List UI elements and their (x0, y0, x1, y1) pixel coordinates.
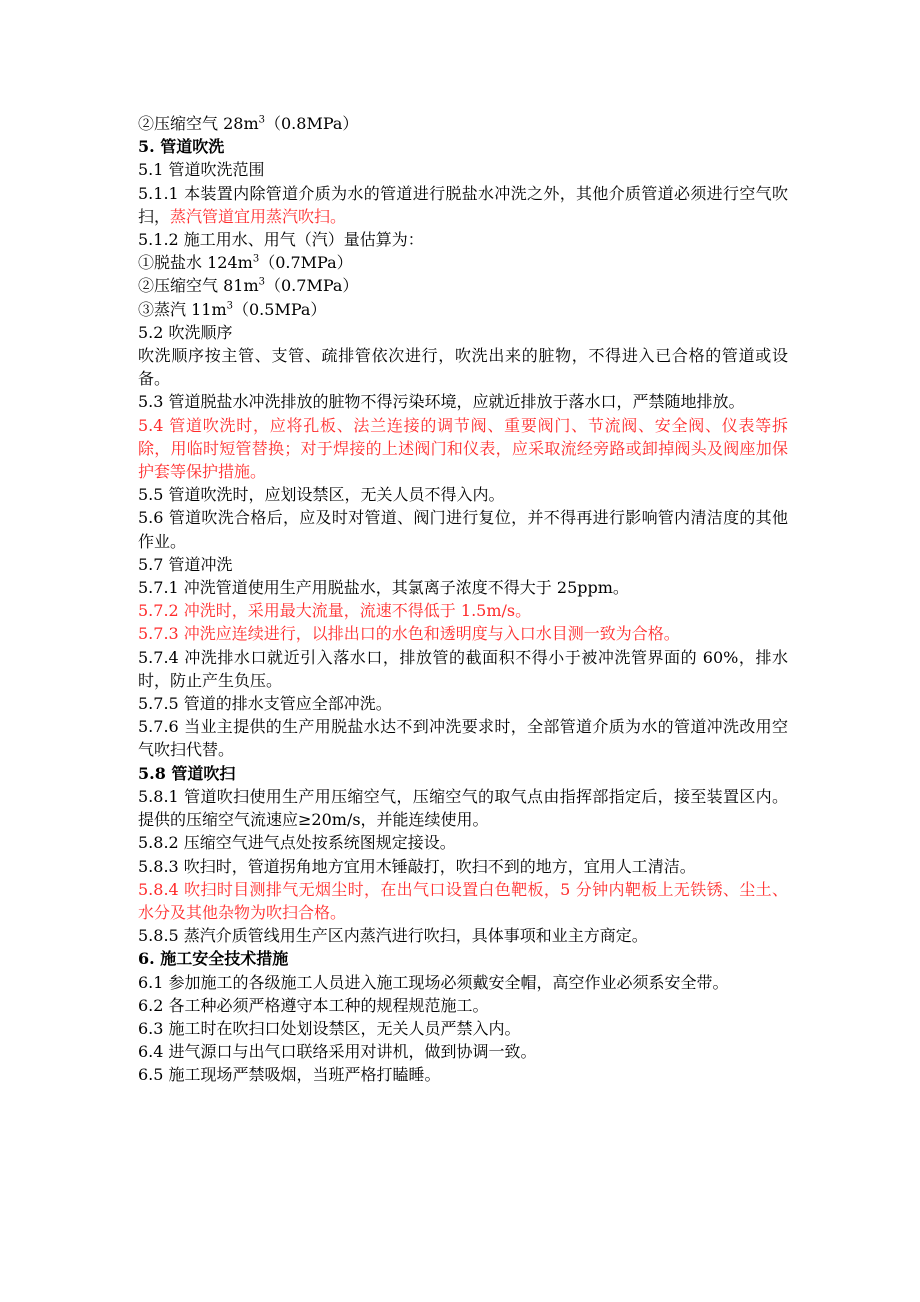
text-run: 5.8.1 管道吹扫使用生产用压缩空气，压缩空气的取气点由指挥部指定后，接至装置区内。提供的压缩空气流速应≥20m/s，并能连续使用。 (138, 786, 788, 830)
paragraph-line (138, 1063, 788, 1086)
paragraph-line (138, 344, 788, 390)
paragraph-line (138, 298, 788, 321)
paragraph-line (138, 251, 788, 274)
section-heading (138, 135, 788, 158)
text-run: 5.7.6 当业主提供的生产用脱盐水达不到冲洗要求时，全部管道介质为水的管道冲洗改用空气吹扫代替。 (138, 717, 788, 760)
paragraph-line (138, 855, 788, 878)
paragraph-line (138, 112, 788, 135)
text-run: 6.2 各工种必须严格遵守本工种的规程规范施工。 (138, 995, 489, 1015)
text-run: （0.8MPa） (265, 114, 359, 133)
text-run: （0.7MPa） (259, 253, 353, 273)
paragraph-line (138, 182, 788, 228)
text-run: 5.7.5 管道的排水支管应全部冲洗。 (138, 694, 392, 714)
text-run: 吹洗顺序按主管、支管、疏排管依次进行，吹洗出来的脏物，不得进入已合格的管道或设备。 (138, 346, 788, 389)
text-run: 5.7.1 冲洗管道使用生产用脱盐水，其氯离子浓度不得大于 25ppm。 (138, 578, 629, 598)
section-heading (138, 947, 788, 970)
highlighted-text: 5.7.2 冲洗时，采用最大流量，流速不得低于 1.5m/s。 (138, 601, 532, 621)
text-run: 6.1 参加施工的各级施工人员进入施工现场必须戴安全帽，高空作业必须系安全带。 (138, 972, 729, 992)
text-run: ②压缩空气 81m (138, 276, 259, 296)
paragraph-line (138, 994, 788, 1017)
paragraph-line (138, 1040, 788, 1063)
text-run: 5.6 管道吹洗合格后，应及时对管道、阀门进行复位，并不得再进行影响管内清洁度的其他作业。 (138, 508, 788, 551)
superscript: 3 (258, 114, 265, 126)
paragraph-line (138, 553, 788, 576)
paragraph-line (138, 414, 788, 484)
paragraph-line (138, 390, 788, 413)
text-run: （0.7MPa） (265, 276, 359, 296)
text-run: ②压缩空气 28m (138, 114, 259, 133)
section-heading (138, 762, 788, 785)
paragraph-line (138, 158, 788, 181)
text-run: 6.4 进气源口与出气口联络采用对讲机，做到协调一致。 (138, 1042, 537, 1062)
text-run: 5.2 吹洗顺序 (138, 322, 233, 342)
text-run: 5. 管道吹洗 (138, 137, 225, 157)
text-run: 5.7.4 冲洗排水口就近引入落水口，排放管的截面积不得小于被冲洗管界面的 60%，排水时，防止产生负压。 (138, 647, 788, 690)
text-run: 5.8.2 压缩空气进气点处按系统图规定接设。 (138, 833, 456, 853)
superscript: 3 (258, 277, 265, 289)
paragraph-line (138, 715, 788, 761)
text-run: 5.7 管道冲洗 (138, 554, 233, 574)
paragraph-line (138, 274, 788, 297)
paragraph-line (138, 1017, 788, 1040)
paragraph-line (138, 576, 788, 599)
text-run: 5.1.1 本装置内除管道介质为水的管道进行脱盐水冲洗之外，其他介质管道必须进行空气吹扫， (138, 183, 788, 226)
paragraph-line (138, 831, 788, 854)
paragraph-line (138, 924, 788, 947)
superscript: 3 (252, 253, 260, 265)
paragraph-line (138, 622, 788, 645)
paragraph-line (138, 228, 788, 251)
text-run: 6. 施工安全技术措施 (138, 949, 289, 969)
highlighted-text: 蒸汽管道宜用蒸汽吹扫。 (170, 206, 347, 226)
text-run: ①脱盐水 124m (138, 253, 253, 273)
text-run: ③蒸汽 11m (138, 299, 227, 319)
paragraph-line (138, 321, 788, 344)
text-run: 5.3 管道脱盐水冲洗排放的脏物不得污染环境，应就近排放于落水口，严禁随地排放。 (138, 392, 745, 412)
text-run: 6.3 施工时在吹扫口处划设禁区，无关人员严禁入内。 (138, 1018, 521, 1038)
paragraph-line (138, 878, 788, 924)
paragraph-line (138, 483, 788, 506)
highlighted-text: 5.7.3 冲洗应连续进行，以排出口的水色和透明度与入口水目测一致为合格。 (138, 624, 680, 644)
text-run: 5.8.5 蒸汽介质管线用生产区内蒸汽进行吹扫，具体事项和业主方商定。 (138, 926, 648, 946)
paragraph-line (138, 599, 788, 622)
highlighted-text: 5.8.4 吹扫时目测排气无烟尘时，在出气口设置白色靶板，5 分钟内靶板上无铁锈、尘土、水分及其他杂物为吹扫合格。 (138, 879, 788, 922)
text-run: 5.1 管道吹洗范围 (138, 160, 265, 180)
document-page (138, 112, 788, 1087)
text-run: 5.1.2 施工用水、用气（汽）量估算为： (138, 230, 424, 250)
paragraph-line (138, 785, 788, 831)
text-run: 6.5 施工现场严禁吸烟，当班严格打瞌睡。 (138, 1065, 441, 1085)
paragraph-line (138, 506, 788, 552)
superscript: 3 (226, 300, 233, 312)
text-run: （0.5MPa） (233, 299, 327, 319)
text-run: 5.8.3 吹扫时，管道拐角地方宜用木锤敲打，吹扫不到的地方，宜用人工清洁。 (138, 856, 696, 876)
text-run: 5.5 管道吹洗时，应划设禁区，无关人员不得入内。 (138, 485, 505, 505)
paragraph-line (138, 646, 788, 692)
paragraph-line (138, 692, 788, 715)
paragraph-line (138, 971, 788, 994)
text-run: 5.8 管道吹扫 (138, 763, 236, 783)
highlighted-text: 5.4 管道吹洗时，应将孔板、法兰连接的调节阀、重要阀门、节流阀、安全阀、仪表等拆除，用临时短管替换；对于焊接的上述阀门和仪表，应采取流经旁路或卸掉阀头及阀座加保护套等保护措施。 (138, 415, 788, 482)
